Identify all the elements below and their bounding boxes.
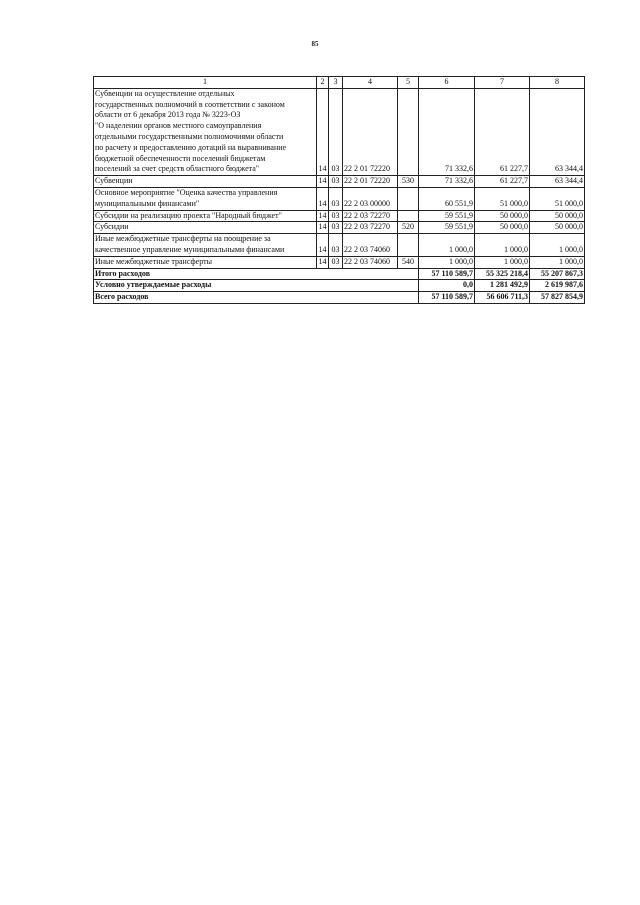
amount-col8: 63 344,4 — [530, 176, 585, 188]
amount-col6: 60 551,9 — [419, 187, 475, 210]
table-row — [94, 256, 585, 268]
code-target-article: 22 2 01 72220 — [343, 88, 398, 175]
amount-col8: 1 000,0 — [530, 234, 585, 257]
header-col-7: 7 — [475, 77, 530, 89]
table-row — [94, 88, 585, 175]
amount-col7: 1 000,0 — [475, 234, 530, 257]
code-section: 14 — [317, 234, 329, 257]
description-line: Субвенции на осуществление отдельных — [95, 88, 235, 98]
table-row — [94, 222, 585, 234]
total-label: Условно утверждаемые расходы — [94, 280, 419, 292]
code-target-article: 22 2 03 72270 — [343, 222, 398, 234]
header-col-3: 3 — [329, 77, 343, 89]
code-expense-type: 530 — [398, 176, 419, 188]
description-line: "О наделении органов местного самоуправления — [95, 121, 262, 131]
budget-expense-table — [93, 76, 585, 304]
row-description — [94, 234, 317, 257]
amount-col7: 51 000,0 — [475, 187, 530, 210]
table-row — [94, 210, 585, 222]
code-section: 14 — [317, 256, 329, 268]
total-amount-col8: 57 827 854,9 — [530, 292, 585, 304]
header-col-6: 6 — [419, 77, 475, 89]
code-section: 14 — [317, 210, 329, 222]
description-line: муниципальными финансами" — [95, 198, 200, 208]
amount-col8: 51 000,0 — [530, 187, 585, 210]
total-label: Итого расходов — [94, 268, 419, 280]
total-amount-col6: 57 110 589,7 — [419, 292, 475, 304]
total-row-subtotal — [94, 268, 585, 280]
header-col-2: 2 — [317, 77, 329, 89]
table-row — [94, 187, 585, 210]
description-line: качественное управление муниципальными финансами — [95, 244, 285, 254]
description-line: бюджетной обеспеченности поселений бюджетам — [95, 153, 266, 163]
amount-col7: 50 000,0 — [475, 210, 530, 222]
total-amount-col7: 56 606 711,3 — [475, 292, 530, 304]
code-expense-type — [398, 234, 419, 257]
description-line: поселений за счет средств областного бюджета" — [95, 164, 260, 174]
row-description — [94, 256, 317, 268]
amount-col6: 71 332,6 — [419, 88, 475, 175]
code-expense-type — [398, 88, 419, 175]
header-col-8: 8 — [530, 77, 585, 89]
code-section: 14 — [317, 176, 329, 188]
amount-col6: 1 000,0 — [419, 256, 475, 268]
code-subsection: 03 — [329, 222, 343, 234]
code-target-article: 22 2 03 74060 — [343, 256, 398, 268]
code-expense-type — [398, 187, 419, 210]
description-line: области от 6 декабря 2013 года № 3223-ОЗ — [95, 110, 241, 120]
amount-col7: 1 000,0 — [475, 256, 530, 268]
header-col-4: 4 — [343, 77, 398, 89]
code-target-article: 22 2 03 74060 — [343, 234, 398, 257]
row-description — [94, 88, 317, 175]
description-line: отдельными государственными полномочиями области — [95, 131, 284, 141]
table-header-row — [94, 77, 585, 89]
code-section: 14 — [317, 187, 329, 210]
description-line: Субвенции — [95, 176, 133, 186]
amount-col8: 63 344,4 — [530, 88, 585, 175]
code-subsection: 03 — [329, 256, 343, 268]
row-description — [94, 222, 317, 234]
description-line: Основное мероприятие "Оценка качества управления — [95, 187, 278, 197]
amount-col8: 50 000,0 — [530, 210, 585, 222]
description-line: Субсидии на реализацию проекта "Народный бюджет" — [95, 210, 282, 220]
code-subsection: 03 — [329, 88, 343, 175]
code-expense-type: 540 — [398, 256, 419, 268]
amount-col6: 1 000,0 — [419, 234, 475, 257]
code-subsection: 03 — [329, 210, 343, 222]
total-amount-col8: 55 207 867,3 — [530, 268, 585, 280]
total-row-grand — [94, 292, 585, 304]
description-line: Иные межбюджетные трансферты — [95, 256, 212, 266]
amount-col7: 50 000,0 — [475, 222, 530, 234]
code-target-article: 22 2 03 00000 — [343, 187, 398, 210]
page-number: 85 — [311, 40, 319, 48]
code-target-article: 22 2 01 72220 — [343, 176, 398, 188]
amount-col6: 59 551,9 — [419, 222, 475, 234]
header-col-1: 1 — [94, 77, 317, 89]
amount-col7: 61 227,7 — [475, 176, 530, 188]
total-amount-col6: 57 110 589,7 — [419, 268, 475, 280]
code-subsection: 03 — [329, 187, 343, 210]
total-amount-col7: 55 325 218,4 — [475, 268, 530, 280]
total-amount-col7: 1 281 492,9 — [475, 280, 530, 292]
row-description — [94, 210, 317, 222]
description-line: по расчету и предоставлению дотаций на выравнивание — [95, 142, 287, 152]
row-description — [94, 187, 317, 210]
code-target-article: 22 2 03 72270 — [343, 210, 398, 222]
description-line: государственных полномочий в соответствии с законом — [95, 99, 285, 109]
code-expense-type: 520 — [398, 222, 419, 234]
table-row — [94, 176, 585, 188]
amount-col6: 71 332,6 — [419, 176, 475, 188]
total-amount-col6: 0,0 — [419, 280, 475, 292]
description-line: Субсидии — [95, 222, 129, 232]
amount-col6: 59 551,9 — [419, 210, 475, 222]
table-row — [94, 234, 585, 257]
code-expense-type — [398, 210, 419, 222]
code-section: 14 — [317, 88, 329, 175]
code-subsection: 03 — [329, 176, 343, 188]
total-label: Всего расходов — [94, 292, 419, 304]
code-section: 14 — [317, 222, 329, 234]
total-row-conditional — [94, 280, 585, 292]
amount-col8: 1 000,0 — [530, 256, 585, 268]
row-description — [94, 176, 317, 188]
amount-col8: 50 000,0 — [530, 222, 585, 234]
header-col-5: 5 — [398, 77, 419, 89]
description-line: Иные межбюджетные трансферты на поощрение за — [95, 234, 271, 244]
code-subsection: 03 — [329, 234, 343, 257]
amount-col7: 61 227,7 — [475, 88, 530, 175]
total-amount-col8: 2 619 987,6 — [530, 280, 585, 292]
